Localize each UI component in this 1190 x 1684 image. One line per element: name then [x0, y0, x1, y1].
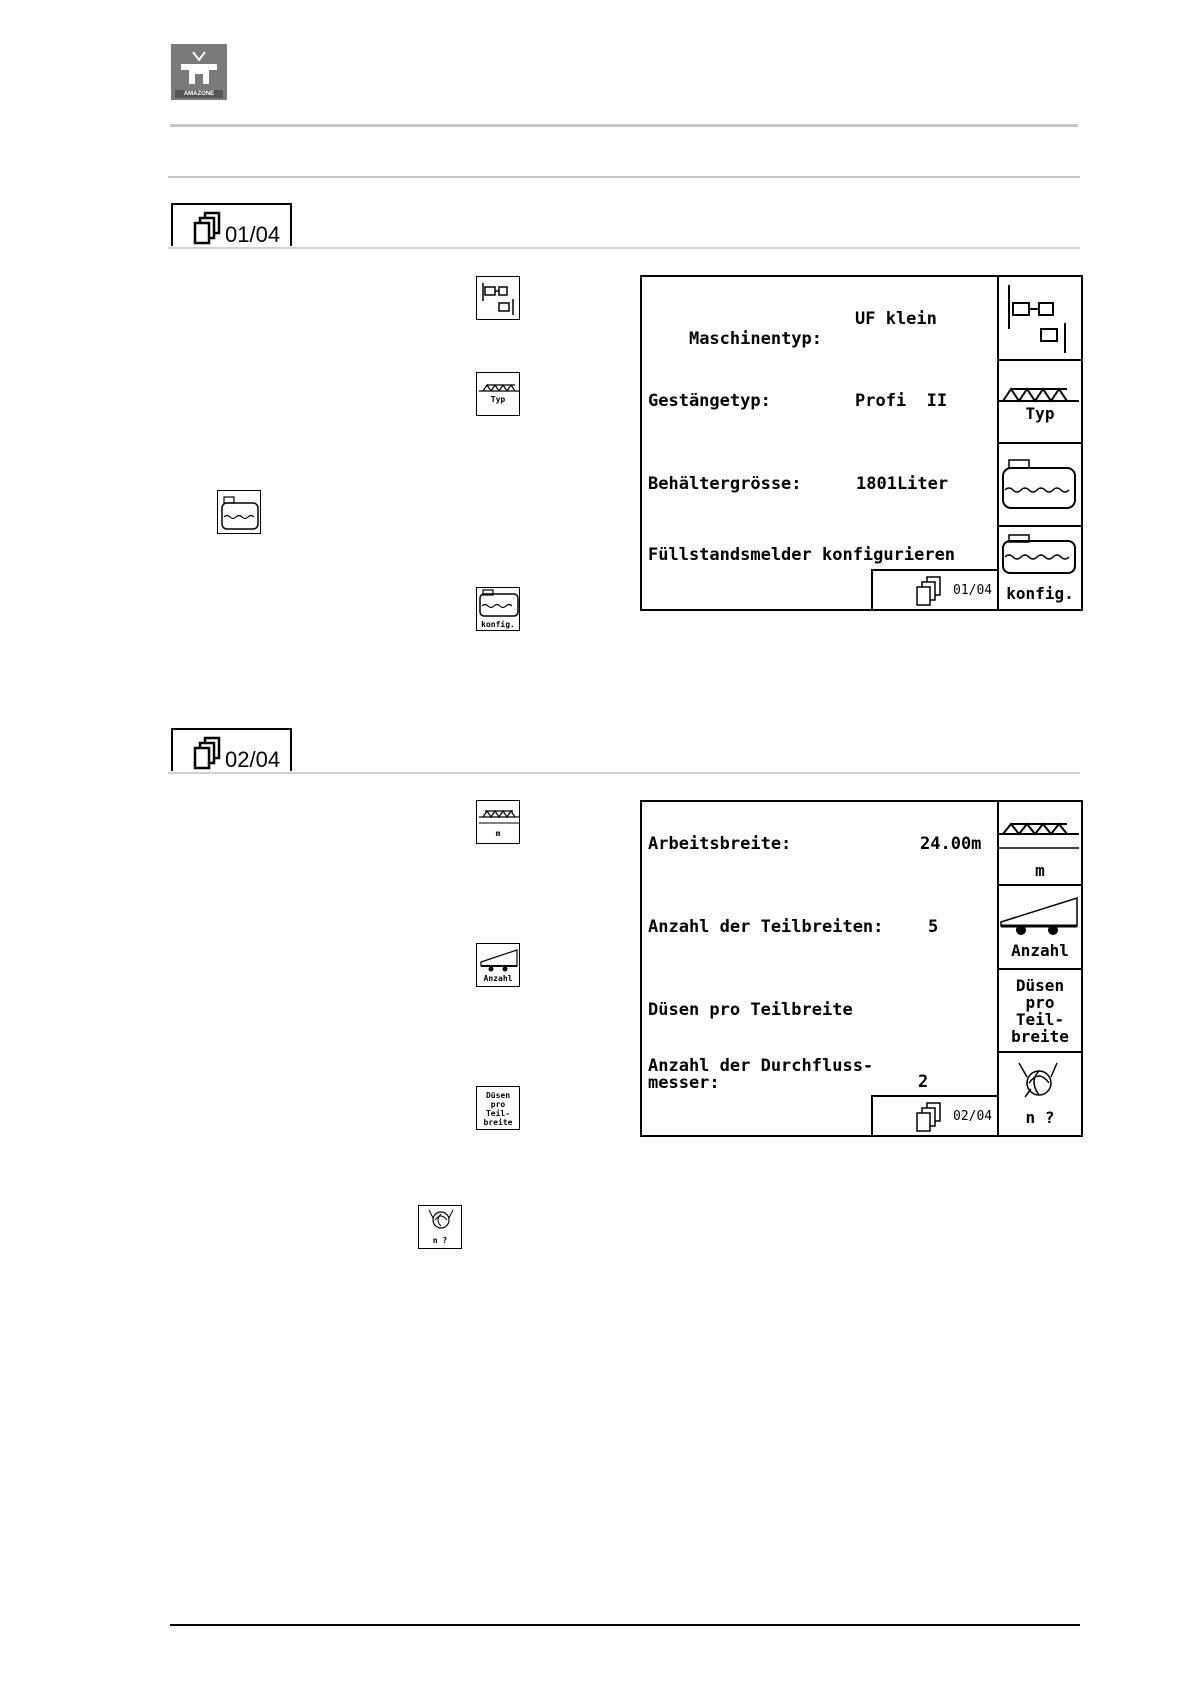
nozzles-label-1: pro: [490, 1100, 506, 1109]
screen-page-indicator: [871, 569, 999, 609]
screen-row-nozzles-per-section: Düsen pro Teilbreite: [648, 1000, 853, 1020]
softkey-working-width[interactable]: [999, 802, 1081, 886]
screen-page-label: 01/04: [953, 583, 993, 598]
screen-row-flowmeter-count-2: messer:: [648, 1073, 720, 1093]
softkey-boom-type-label: Typ: [1025, 404, 1055, 423]
screen-row-level-sensor: Füllstandsmelder konfigurieren: [648, 545, 956, 565]
tractor-sprayer-icon: [999, 277, 1079, 359]
section-count-label: Anzahl: [483, 974, 513, 983]
flowmeter-label: n ?: [432, 1236, 448, 1245]
screen-page-indicator: [871, 1095, 999, 1135]
softkey-boom-type[interactable]: [999, 361, 1081, 444]
softkey-level-sensor-config[interactable]: [999, 527, 1081, 609]
screen-row-tank-size-value: 1801Liter: [856, 474, 949, 494]
page-tab-01: [171, 203, 292, 246]
screen-row-machine-type: [648, 309, 822, 369]
level-sensor-key-icon: [476, 587, 520, 631]
tank-icon: [999, 444, 1079, 526]
boom-type-label: Typ: [490, 395, 506, 404]
header-rule-top: [170, 124, 1078, 127]
softkey-nozzles-per-section[interactable]: [999, 970, 1081, 1053]
header-rule-bottom: [168, 176, 1080, 178]
softkey-nozzles-label-2: Teil-: [1015, 1010, 1065, 1029]
softkey-flowmeter-count[interactable]: [999, 1053, 1081, 1135]
pages-icon: [915, 1101, 945, 1135]
softkey-level-sensor-label: konfig.: [1006, 584, 1074, 603]
nozzles-label-0: Düsen: [485, 1091, 511, 1100]
pages-icon: [193, 736, 223, 770]
page-tab-label: 01/04: [225, 222, 281, 247]
level-sensor-label: konfig.: [481, 620, 515, 629]
softkey-bar: [997, 802, 1081, 1135]
screen-row-section-count-value: 5: [928, 917, 939, 937]
flowmeter-count-key-icon: [418, 1205, 462, 1249]
screen-row-working-width-value: 24.00m: [920, 834, 982, 854]
row-label: Maschinentyp:: [688, 329, 823, 349]
softkey-tank-size[interactable]: [999, 444, 1081, 527]
softkey-nozzles-label-0: Düsen: [1015, 976, 1065, 995]
screen-row-boom-type: Gestängetyp:: [648, 391, 771, 411]
nozzles-label-3: breite: [483, 1118, 513, 1127]
terminal-screen-02: [640, 800, 1083, 1137]
softkey-working-width-label: m: [1035, 861, 1045, 880]
softkey-flowmeter-label: n ?: [1025, 1108, 1055, 1127]
softkey-nozzles-label-3: breite: [1011, 1027, 1069, 1046]
screen-row-section-count: Anzahl der Teilbreiten:: [648, 917, 884, 937]
softkey-machine-type[interactable]: [999, 277, 1081, 361]
softkey-nozzles-label-1: pro: [1025, 993, 1055, 1012]
page-tab-02: [171, 728, 292, 771]
boom-type-key-icon: [476, 372, 520, 416]
tank-size-key-icon: [217, 490, 261, 534]
tank-icon: [218, 491, 262, 535]
softkey-bar: [997, 277, 1081, 609]
footer-rule: [170, 1624, 1080, 1626]
screen-row-boom-type-value: Profi II: [855, 391, 948, 411]
working-width-key-icon: [476, 800, 520, 844]
tank-config-icon: [999, 527, 1079, 577]
screen-row-working-width: Arbeitsbreite:: [648, 834, 792, 854]
screen-row-flowmeter-count-value: 2: [918, 1072, 929, 1092]
section-count-key-icon: [476, 943, 520, 987]
flowmeter-icon: [999, 1057, 1079, 1107]
nozzles-per-section-key-icon: [476, 1086, 520, 1130]
screen-page-label: 02/04: [953, 1109, 993, 1124]
nozzles-label-2: Teil-: [485, 1109, 511, 1118]
pages-icon: [193, 211, 223, 245]
amazone-logo: [171, 44, 227, 100]
tractor-sprayer-icon: [477, 277, 521, 321]
machine-type-key-icon: [476, 276, 520, 320]
screen-row-machine-type-value: UF klein: [855, 309, 937, 329]
screen-row-tank-size: Behältergrösse:: [648, 474, 802, 494]
softkey-section-count[interactable]: [999, 886, 1081, 970]
section1-rule: [168, 247, 1080, 249]
screen-row-flowmeter-count: Anzahl der Durchfluss-: [648, 1056, 874, 1076]
section2-rule: [168, 772, 1080, 774]
working-width-label: m: [495, 829, 501, 838]
logo-text: AMAZONE: [183, 91, 215, 97]
pages-icon: [915, 575, 945, 609]
sections-icon: [999, 892, 1079, 942]
softkey-section-count-label: Anzahl: [1011, 941, 1069, 960]
boom-width-icon: [477, 801, 521, 845]
page-tab-label: 02/04: [225, 747, 281, 772]
terminal-screen-01: [640, 275, 1083, 611]
